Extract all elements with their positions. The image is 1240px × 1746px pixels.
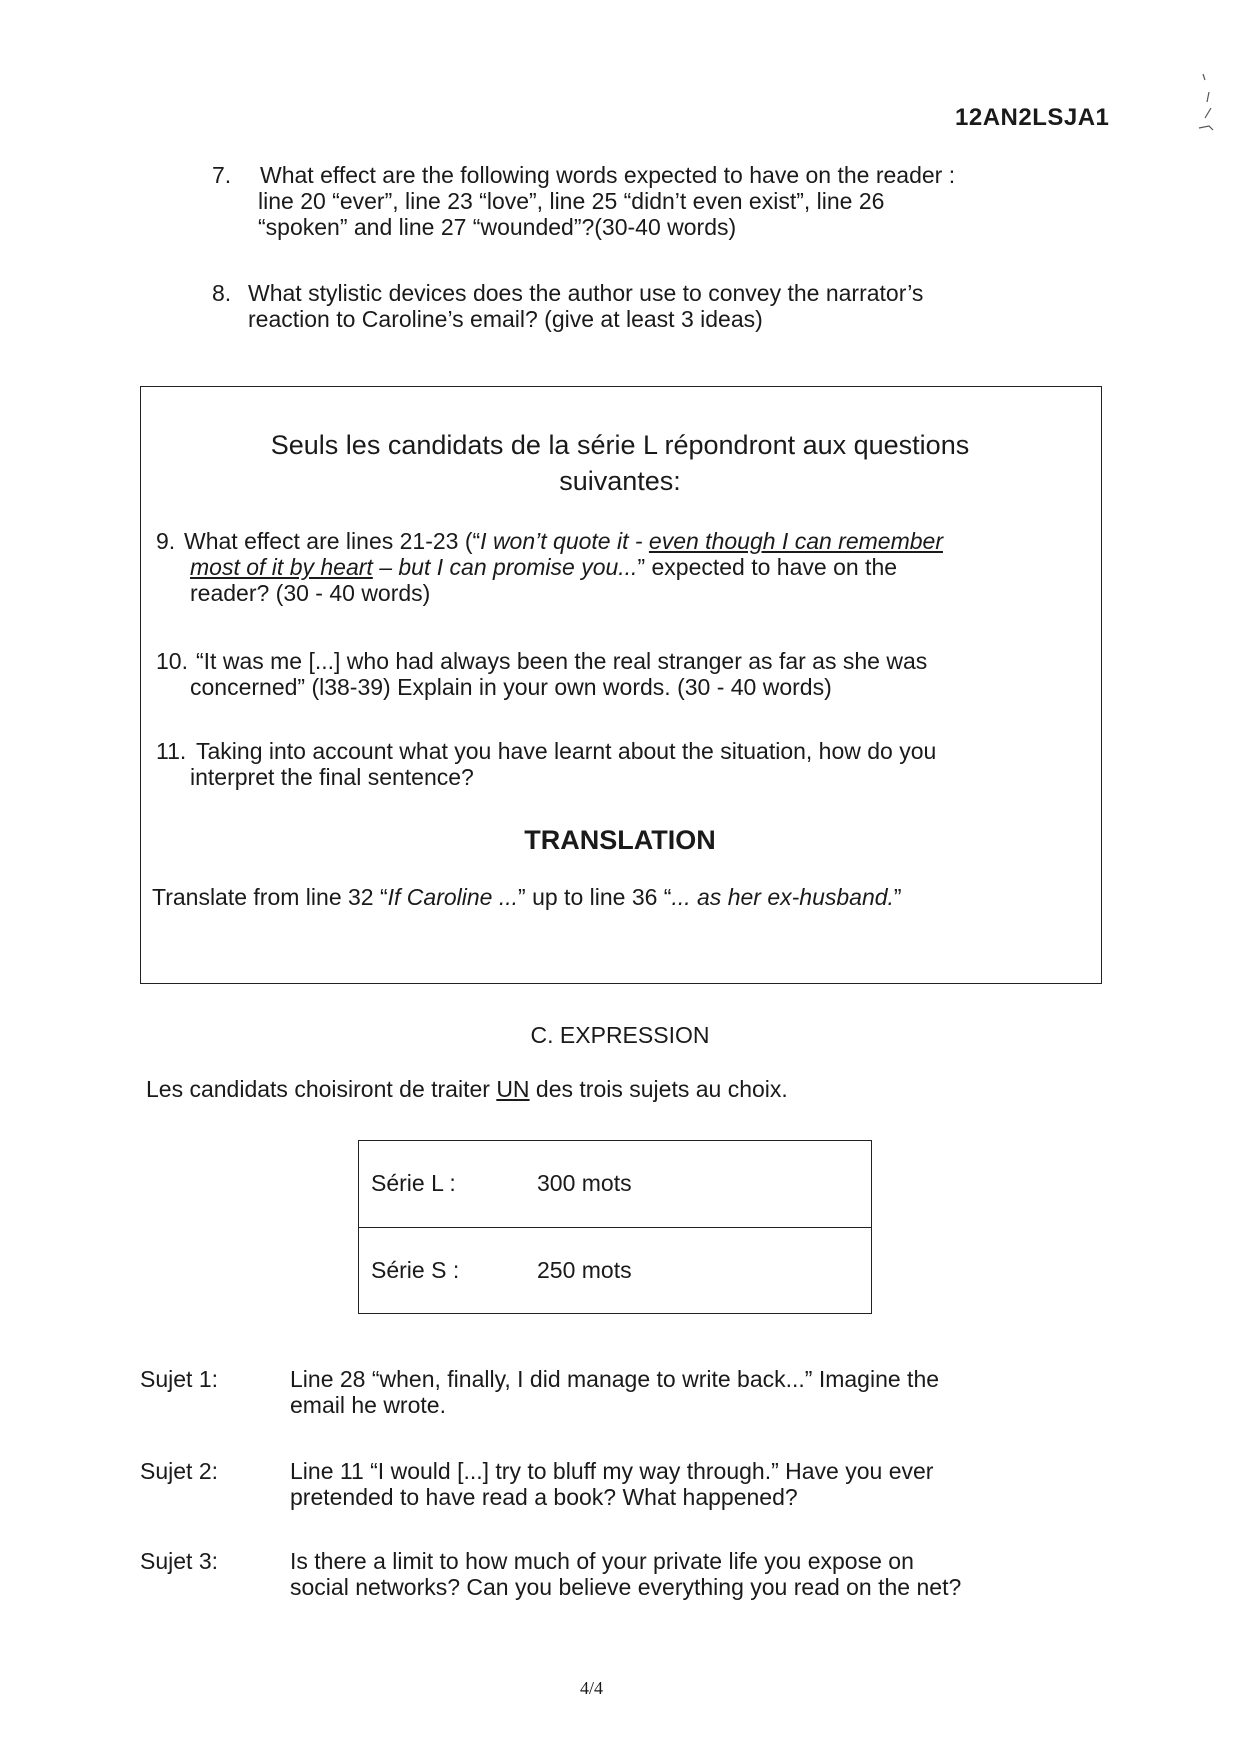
question-line: interpret the final sentence? [190,764,474,790]
sujet-label: Sujet 3: [140,1548,218,1574]
sujet-1 [140,1366,1090,1426]
translation-instruction [152,884,902,911]
sujet-line: Line 11 “I would [...] try to bluff my way through.” Have you ever [290,1458,934,1484]
sujet-2 [140,1458,1090,1518]
question-number: 8. [212,280,232,306]
text-run: des trois sujets au choix. [529,1076,788,1102]
sujet-text [290,1548,1080,1600]
expression-intro [146,1076,788,1103]
sujet-3 [140,1548,1090,1608]
text-run: ” [893,884,902,910]
text-run: ” expected to have on the [637,554,898,580]
table-row [359,1227,871,1314]
question-line: “It was me [...] who had always been the real stranger as far as she was [196,648,928,674]
text-run: What effect are lines 21-23 (“ [184,528,481,554]
question-8 [212,280,1072,340]
page-number: 4/4 [580,1678,604,1698]
question-number: 9. [156,528,176,554]
italic-run: If Caroline ... [387,884,519,910]
question-7 [212,162,1072,252]
translation-heading: TRANSLATION [524,825,716,855]
serie-l-heading [180,427,1060,499]
word-count-table [358,1140,872,1314]
question-line: concerned” (l38-39) Explain in your own words. (30 - 40 words) [190,674,832,700]
question-number: 10. [156,648,188,674]
question-line: reader? (30 - 40 words) [190,580,431,606]
sujet-text [290,1458,1080,1510]
italic-run: ... as her ex-husband. [671,884,894,910]
scan-margin-mark [1195,70,1221,140]
text-run: Translate from line 32 “ [152,884,388,910]
question-number: 7. [212,162,232,188]
sujet-line: email he wrote. [290,1392,446,1418]
document-code: 12AN2LSJA1 [955,104,1110,131]
question-line [258,188,1080,214]
question-11 [156,738,1076,798]
question-line: Taking into account what you have learnt about the situation, how do you [196,738,937,764]
word-count: 250 mots [537,1257,632,1283]
sujet-line: Is there a limit to how much of your private life you expose on [290,1548,914,1574]
heading-line: suivantes: [559,466,681,496]
underlined-run: UN [496,1076,530,1102]
sujet-label: Sujet 1: [140,1366,218,1392]
serie-label: Série S : [371,1257,460,1283]
sujet-line: Line 28 “when, finally, I did manage to write back...” Imagine the [290,1366,940,1392]
question-line: “spoken” and line 27 “wounded”?(30-40 words) [258,214,737,240]
question-line-text: line 20 “ever”, line 23 “love”, line 25 “didn’t even exist”, line 26 [258,188,885,214]
underlined-run: even though I can remember [648,528,943,554]
sujet-line: social networks? Can you believe everything you read on the net? [290,1574,962,1600]
table-row [359,1141,871,1227]
question-line: What stylistic devices does the author use to convey the narrator’s [248,280,924,306]
question-line [190,554,1074,580]
sujet-text [290,1366,1080,1418]
expression-heading: C. EXPRESSION [530,1022,710,1048]
sujet-label: Sujet 2: [140,1458,218,1484]
question-9 [156,528,1076,618]
question-line: What effect are the following words expected to have on the reader : [260,162,956,188]
text-run: Les candidats choisiront de traiter [146,1076,497,1102]
underlined-run: most of it by heart [190,554,373,580]
heading-line: Seuls les candidats de la série L répondront aux questions [270,430,970,460]
question-number: 11. [156,738,187,764]
question-line: reaction to Caroline’s email? (give at least 3 ideas) [248,306,763,332]
question-10 [156,648,1076,708]
text-run: ” up to line 36 “ [518,884,672,910]
serie-label: Série L : [371,1170,456,1196]
sujet-line: pretended to have read a book? What happened? [290,1484,798,1510]
question-line [184,528,1074,554]
italic-run: I won’t quote it - [480,528,649,554]
italic-run: – but I can promise you... [372,554,638,580]
word-count: 300 mots [537,1170,632,1196]
